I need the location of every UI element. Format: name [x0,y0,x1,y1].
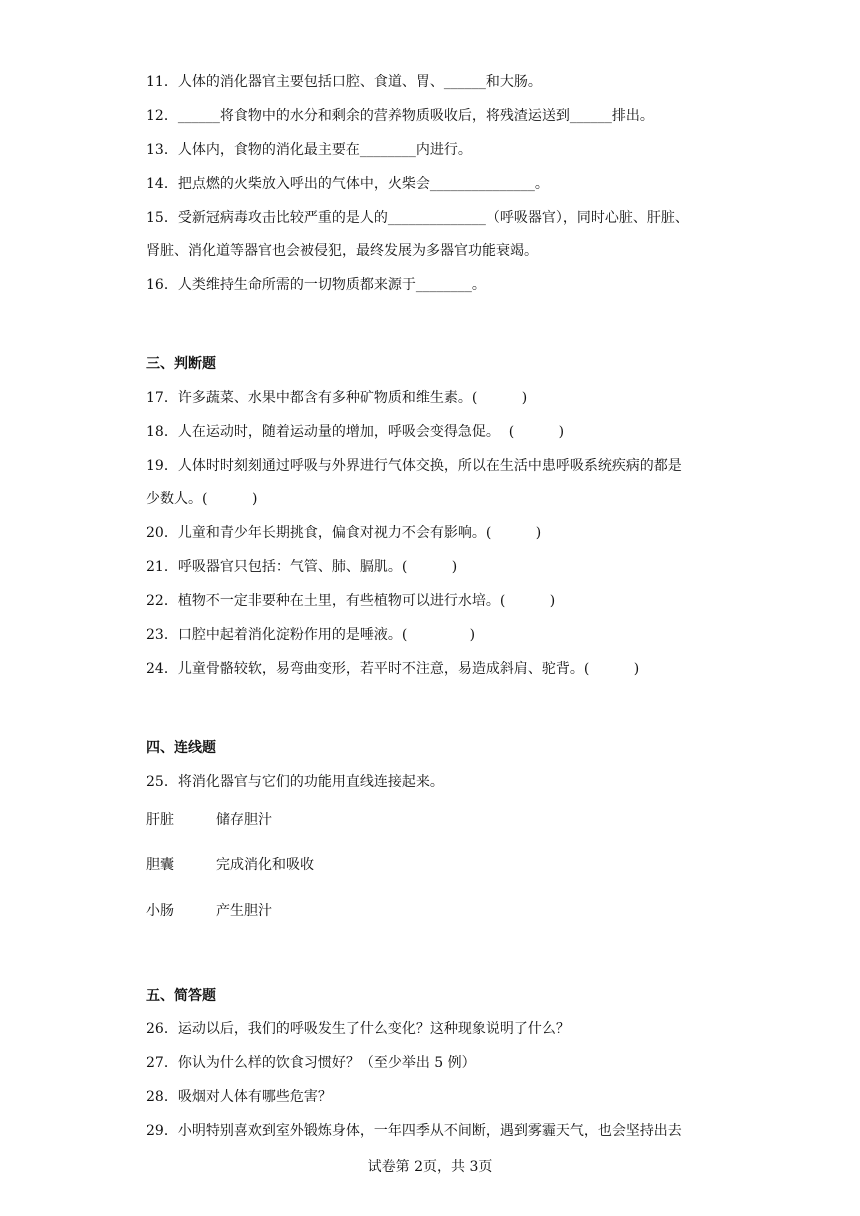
page-footer: 试卷第 2页，共 3页 [367,1159,493,1175]
q26: 26．运动以后，我们的呼吸发生了什么变化？这种现象说明了什么？ [146,1021,570,1037]
q24: 24．儿童骨骼较软，易弯曲变形，若平时不注意，易造成斜肩、驼背。( ) [146,661,640,677]
match-left-item: 肝脏 [146,812,174,828]
q22: 22．植物不一定非要种在土里，有些植物可以进行水培。( ) [146,593,556,609]
q29: 29．小明特别喜欢到室外锻炼身体，一年四季从不间断，遇到雾霾天气，也会坚持出去 [146,1123,682,1139]
section3-heading: 三、判断题 [146,356,216,372]
match-right-item: 储存胆汁 [216,812,272,828]
q27: 27．你认为什么样的饮食习惯好？（至少举出 5 例） [146,1055,476,1071]
q15-line1: 15．受新冠病毒攻击比较严重的是人的______________（呼吸器官），同时心脏、肝脏、 [146,210,689,226]
q25: 25．将消化器官与它们的功能用直线连接起来。 [146,774,444,790]
q20: 20．儿童和青少年长期挑食，偏食对视力不会有影响。( ) [146,525,542,541]
q19-line1: 19．人体时时刻刻通过呼吸与外界进行气体交换，所以在生活中患呼吸系统疾病的都是 [146,458,682,474]
match-right-item: 完成消化和吸收 [216,857,314,873]
q15-line2: 肾脏、消化道等器官也会被侵犯，最终发展为多器官功能衰竭。 [146,243,538,259]
q18: 18．人在运动时，随着运动量的增加，呼吸会变得急促。 ( ) [146,424,565,440]
section4-heading: 四、连线题 [146,740,216,756]
q14: 14．把点燃的火柴放入呼出的气体中，火柴会_______________。 [146,176,549,192]
match-right-item: 产生胆汁 [216,903,272,919]
q16: 16．人类维持生命所需的一切物质都来源于________。 [146,277,486,293]
q12: 12．______将食物中的水分和剩余的营养物质吸收后，将残渣运送到______排出。 [146,108,654,124]
q13: 13．人体内，食物的消化最主要在________内进行。 [146,142,472,158]
q17: 17．许多蔬菜、水果中都含有多种矿物质和维生素。( ) [146,390,528,406]
section5-heading: 五、简答题 [146,988,216,1004]
q23: 23．口腔中起着消化淀粉作用的是唾液。( ) [146,627,476,643]
match-left-item: 小肠 [146,903,174,919]
q19-line2: 少数人。( ) [146,491,258,507]
q11: 11．人体的消化器官主要包括口腔、食道、胃、______和大肠。 [146,74,542,90]
q21: 21．呼吸器官只包括：气管、肺、膈肌。( ) [146,559,458,575]
match-left-item: 胆囊 [146,857,174,873]
q28: 28．吸烟对人体有哪些危害？ [146,1089,332,1105]
